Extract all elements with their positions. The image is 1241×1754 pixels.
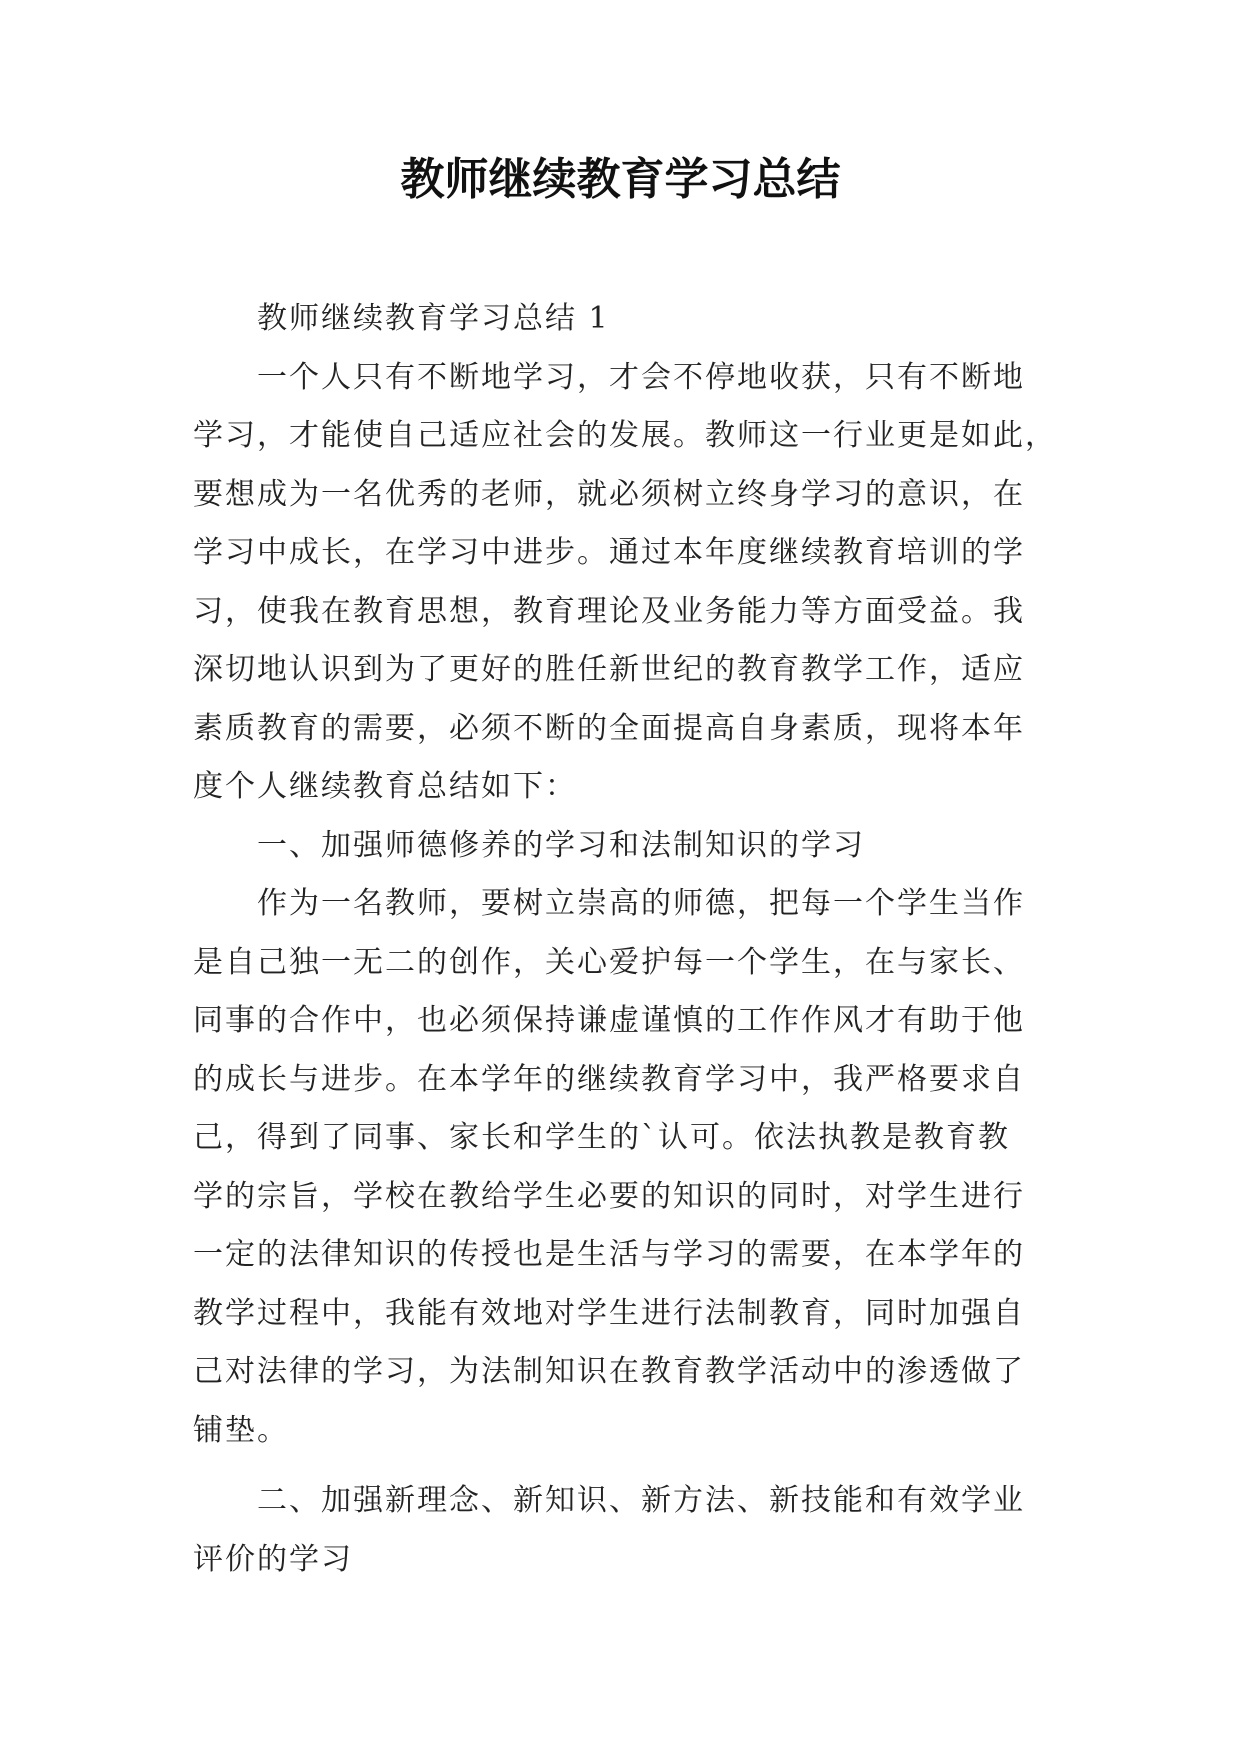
paragraph-line: 学习中成长，在学习中进步。通过本年度继续教育培训的学 bbox=[193, 535, 1025, 570]
paragraph-line: 习，使我在教育思想，教育理论及业务能力等方面受益。我 bbox=[193, 593, 1025, 629]
document-body bbox=[193, 290, 1057, 1589]
subsection-heading-1: 一、加强师德修养的学习和法制知识的学习 bbox=[257, 827, 865, 863]
paragraph-line: 学的宗旨，学校在教给学生必要的知识的同时，对学生进行 bbox=[193, 1178, 1025, 1214]
paragraph-line: 要想成为一名优秀的老师，就必须树立终身学习的意识，在 bbox=[193, 476, 1025, 512]
paragraph-line: 深切地认识到为了更好的胜任新世纪的教育教学工作，适应 bbox=[193, 652, 1025, 687]
paragraph-line: 素质教育的需要，必须不断的全面提高自身素质，现将本年 bbox=[193, 710, 1025, 746]
paragraph-line: 是自己独一无二的创作，关心爱护每一个学生，在与家长、 bbox=[193, 944, 1025, 980]
paragraph-line: 一个人只有不断地学习，才会不停地收获，只有不断地 bbox=[257, 359, 1025, 395]
document-title: 教师继续教育学习总结 bbox=[400, 154, 841, 205]
paragraph-line: 铺垫。 bbox=[193, 1412, 289, 1448]
paragraph-line: 学习，才能使自己适应社会的发展。教师这一行业更是如此， bbox=[193, 418, 1057, 453]
paragraph-line: 的成长与进步。在本学年的继续教育学习中，我严格要求自 bbox=[193, 1061, 1025, 1097]
paragraph-line: 一定的法律知识的传授也是生活与学习的需要，在本学年的 bbox=[193, 1237, 1025, 1272]
paragraph-line: 同事的合作中，也必须保持谦虚谨慎的工作作风才有助于他 bbox=[193, 1003, 1025, 1038]
paragraph-line: 度个人继续教育总结如下： bbox=[193, 769, 577, 804]
paragraph-line: 教学过程中，我能有效地对学生进行法制教育，同时加强自 bbox=[193, 1295, 1025, 1331]
paragraph-line: 评价的学习 bbox=[193, 1541, 353, 1577]
subsection-heading-2: 二、加强新理念、新知识、新方法、新技能和有效学业 bbox=[257, 1483, 1025, 1518]
paragraph-line: 作为一名教师，要树立崇高的师德，把每一个学生当作 bbox=[257, 886, 1025, 921]
section-heading-1: 教师继续教育学习总结 1 bbox=[257, 301, 610, 336]
paragraph-line: 己对法律的学习，为法制知识在教育教学活动中的渗透做了 bbox=[193, 1354, 1025, 1389]
paragraph-line: 己，得到了同事、家长和学生的`认可。依法执教是教育教 bbox=[193, 1120, 1010, 1155]
